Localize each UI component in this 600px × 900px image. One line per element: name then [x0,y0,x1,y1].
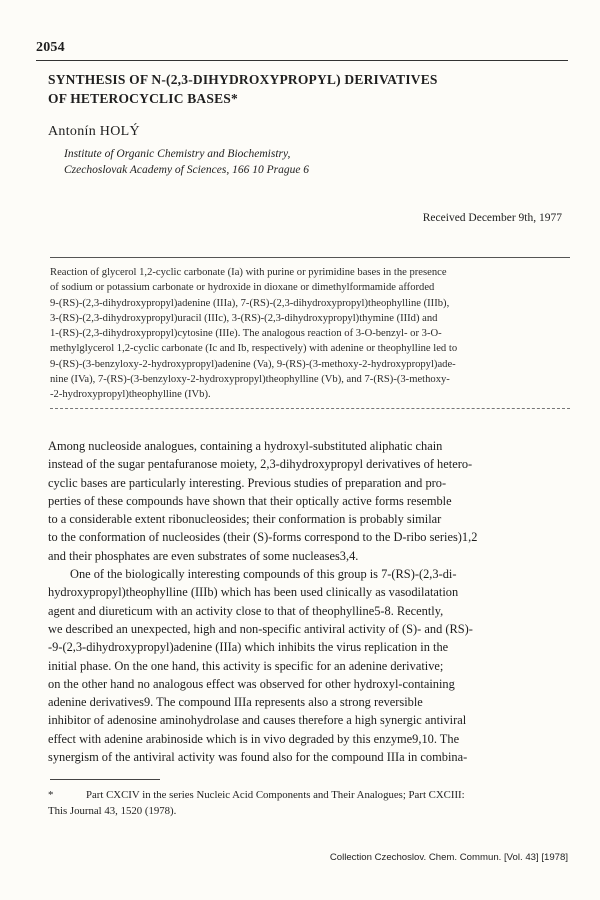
footnote-line: This Journal 43, 1520 (1978). [48,804,177,817]
body-text [48,437,570,766]
body-line: initial phase. On the one hand, this activity is specific for an adenine derivative; [48,658,444,673]
body-line: adenine derivatives9. The compound IIIa represents also a strong reversible [48,695,423,710]
body-line: effect with adenine arabinoside which is in vivo degraded by this enzyme9,10. The [48,731,460,746]
affiliation-line: Czechoslovak Academy of Sciences, 166 10 Prague 6 [64,164,310,176]
abstract-line: 9-(RS)-(2,3-dihydroxypropyl)adenine (IIIa), 7-(RS)-(2,3-dihydroxypropyl)theophylline (IIIb), [50,297,450,309]
abstract-line: Reaction of glycerol 1,2-cyclic carbonate (Ia) with purine or pyrimidine bases in the presence [50,267,447,278]
abstract [50,265,570,403]
affiliation-line: Institute of Organic Chemistry and Biochemistry, [64,148,291,160]
abstract-line: 1-(RS)-(2,3-dihydroxypropyl)cytosine (IIIe). The analogous reaction of 3-O-benzyl- or 3-O- [50,328,442,340]
body-line: and their phosphates are even substrates of some nucleases3,4. [48,548,359,563]
body-line: perties of these compounds have shown that their optically active forms resemble [48,493,452,508]
abstract-line: -2-hydroxypropyl)theophylline (IVb). [50,389,211,401]
abstract-line: nine (IVa), 7-(RS)-(3-benzyloxy-2-hydroxypropyl)theophylline (Vb), and 7-(RS)-(3-methoxy- [50,374,450,386]
body-line: inhibitor of adenosine aminohydrolase and causes therefore a high synergic antiviral [48,713,467,728]
received-date: Received December 9th, 1977 [422,212,562,224]
body-line: cyclic bases are particularly interesting. Previous studies of preparation and pro- [48,475,447,490]
body-line: One of the biologically interesting compounds of this group is 7-(RS)-(2,3-di- [70,567,457,582]
footnote-marker: * [48,789,54,801]
article-title [48,70,548,108]
abstract-line: methylglycerol 1,2-cyclic carbonate (Ic and Ib, respectively) with adenine or theophylline led to [50,343,458,355]
affiliation [64,146,309,178]
body-line: to the conformation of nucleosides (their (S)-forms correspond to the D-ribo series)1,2 [48,530,478,545]
body-line: agent and diureticum with an activity close to that of theophylline5-8. Recently, [48,603,444,618]
abstract-rule-top [50,257,570,258]
body-line: we described an unexpected, high and non-specific antiviral activity of (S)- and (RS)- [48,621,473,636]
footnote [48,788,570,819]
body-line: hydroxypropyl)theophylline (IIIb) which has been used clinically as vasodilatation [48,585,459,600]
journal-footer: Collection Czechoslov. Chem. Commun. [Vol. 43] [1978] [329,852,568,863]
header-rule [36,60,568,61]
body-line: Among nucleoside analogues, containing a hydroxyl-substituted aliphatic chain [48,439,443,453]
footnote-text: Part CXCIV in the series Nucleic Acid Components and Their Analogues; Part CXCIII: [86,789,465,801]
page-number: 2054 [36,40,65,55]
body-line: on the other hand no analogous effect was observed for other hydroxyl-containing [48,676,455,691]
abstract-rule-bottom [50,408,570,409]
body-line: synergism of the antiviral activity was found also for the compound IIIa in combina- [48,750,468,765]
author-name: Antonín HOLÝ [48,124,140,139]
body-line: to a considerable extent ribonucleosides; their conformation is probably similar [48,512,442,527]
body-line: instead of the sugar pentafuranose moiety, 2,3-dihydroxypropyl derivatives of hetero- [48,457,473,472]
title-line: SYNTHESIS OF N-(2,3-DIHYDROXYPROPYL) DERIVATIVES [48,72,438,87]
abstract-line: 9-(RS)-(3-benzyloxy-2-hydroxypropyl)adenine (Va), 9-(RS)-(3-methoxy-2-hydroxypropyl)ade- [50,358,456,370]
title-line: OF HETEROCYCLIC BASES* [48,91,238,106]
footnote-rule [50,779,160,780]
abstract-line: 3-(RS)-(2,3-dihydroxypropyl)uracil (IIIc), 3-(RS)-(2,3-dihydroxypropyl)thymine (IIId) and [50,312,438,324]
abstract-line: of sodium or potassium carbonate or hydroxide in dioxane or dimethylformamide afforded [50,282,435,294]
body-line: -9-(2,3-dihydroxypropyl)adenine (IIIa) which inhibits the virus replication in the [48,640,449,655]
footnote-line [48,788,570,804]
